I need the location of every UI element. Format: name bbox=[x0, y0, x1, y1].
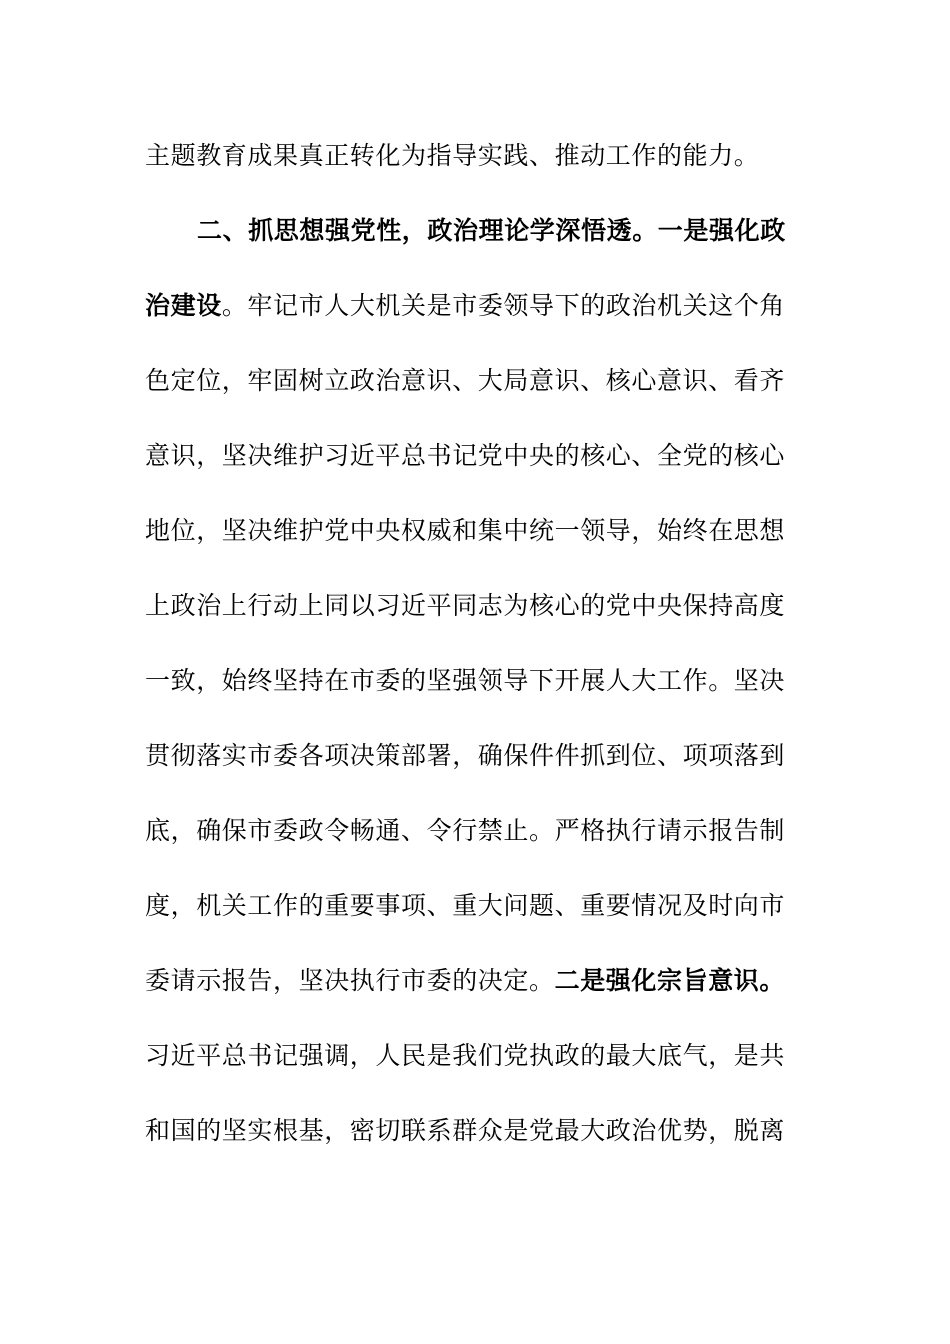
text-line bbox=[145, 118, 810, 193]
text-line bbox=[145, 568, 810, 643]
body-text bbox=[145, 118, 810, 1168]
text-line bbox=[145, 793, 810, 868]
text-segment: 和国的坚实根基，密切联系群众是党最大政治优势，脱离 bbox=[145, 1116, 786, 1145]
text-segment: 色定位，牢固树立政治意识、大局意识、核心意识、看齐 bbox=[145, 366, 786, 395]
text-segment: 上政治上行动上同以习近平同志为核心的党中央保持高度 bbox=[145, 591, 786, 620]
text-segment: 贯彻落实市委各项决策部署，确保件件抓到位、项项落到 bbox=[145, 741, 786, 770]
text-line bbox=[145, 193, 810, 268]
text-segment: 主题教育成果真正转化为指导实践、推动工作的能力。 bbox=[145, 141, 760, 170]
text-line bbox=[145, 1093, 810, 1168]
bold-text-segment: 二、抓思想强党性，政治理论学深悟透。一是强化政 bbox=[197, 216, 786, 245]
text-line bbox=[145, 643, 810, 718]
text-segment: 意识，坚决维护习近平总书记党中央的核心、全党的核心 bbox=[145, 441, 786, 470]
text-line bbox=[145, 943, 810, 1018]
text-segment: 习近平总书记强调，人民是我们党执政的最大底气，是共 bbox=[145, 1041, 786, 1070]
text-segment: 底，确保市委政令畅通、令行禁止。严格执行请示报告制 bbox=[145, 816, 786, 845]
text-segment: 地位，坚决维护党中央权威和集中统一领导，始终在思想 bbox=[145, 516, 786, 545]
text-segment: 一致，始终坚持在市委的坚强领导下开展人大工作。坚决 bbox=[145, 666, 786, 695]
text-line bbox=[145, 268, 810, 343]
text-segment: 。牢记市人大机关是市委领导下的政治机关这个角 bbox=[221, 291, 786, 320]
text-line bbox=[145, 1018, 810, 1093]
text-line bbox=[145, 418, 810, 493]
text-segment: 委请示报告，坚决执行市委的决定。 bbox=[145, 966, 555, 995]
text-line bbox=[145, 718, 810, 793]
text-line bbox=[145, 868, 810, 943]
text-line bbox=[145, 493, 810, 568]
text-line bbox=[145, 343, 810, 418]
bold-text-segment: 二是强化宗旨意识。 bbox=[554, 966, 786, 995]
text-segment: 度，机关工作的重要事项、重大问题、重要情况及时向市 bbox=[145, 891, 786, 920]
bold-text-segment: 治建设 bbox=[145, 291, 222, 320]
